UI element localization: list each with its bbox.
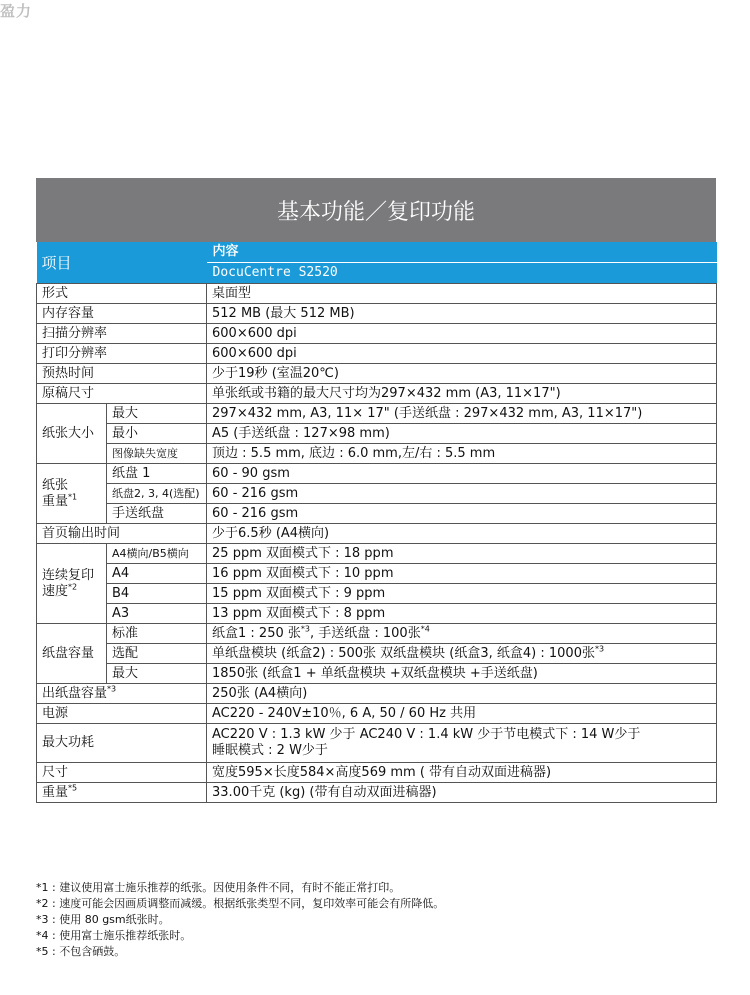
sub-label: A4 xyxy=(107,564,207,584)
table-row xyxy=(37,544,717,564)
table-header xyxy=(37,242,717,284)
row-value: 16 ppm 双面模式下 : 10 ppm xyxy=(207,564,717,584)
table-row xyxy=(37,664,717,684)
sub-label: B4 xyxy=(107,584,207,604)
sub-label: 图像缺失宽度 xyxy=(107,444,207,464)
row-value-line2: 睡眠模式 : 2 W少于 xyxy=(212,743,328,758)
spec-table xyxy=(36,242,717,803)
group-label-line2: 速度$^{*2}$ xyxy=(42,582,78,599)
footnote: *2 : 速度可能会因画质调整而减缓。根据纸张类型不同，复印效率可能会有所降低。 xyxy=(36,897,445,910)
row-label: 尺寸 xyxy=(37,763,207,783)
table-row xyxy=(37,304,717,324)
row-value: 15 ppm 双面模式下 : 9 ppm xyxy=(207,584,717,604)
header-item: 项目 xyxy=(37,242,207,284)
row-value: 少于6.5秒 (A4横向) xyxy=(207,524,717,544)
header-model: DocuCentre S2520 xyxy=(212,265,338,280)
table-row xyxy=(37,584,717,604)
row-label: 扫描分辨率 xyxy=(37,324,207,344)
sub-label: 最小 xyxy=(107,424,207,444)
sub-label: 纸盘2, 3, 4(选配) xyxy=(107,484,207,504)
group-label-line1: 连续复印 xyxy=(42,567,95,583)
table-row xyxy=(37,404,717,424)
sub-label: 手送纸盘 xyxy=(107,504,207,524)
row-value: 297×432 mm, A3, 11× 17" (手送纸盘 : 297×432 mm, A3, 11×17") xyxy=(207,404,717,424)
table-row xyxy=(37,644,717,664)
footnote: *5 : 不包含硒鼓。 xyxy=(36,945,126,958)
row-label: 重量$^{*5}$ xyxy=(37,783,207,803)
header-content: 内容 xyxy=(207,242,717,263)
footnote: *3 : 使用 80 gsm纸张时。 xyxy=(36,913,170,926)
group-label xyxy=(37,464,107,524)
row-value: 宽度595×长度584×高度569 mm ( 带有自动双面进稿器) xyxy=(207,763,717,783)
sub-label: A3 xyxy=(107,604,207,624)
table-row xyxy=(37,324,717,344)
group-label-line1: 纸张 xyxy=(42,477,69,493)
table-row xyxy=(37,564,717,584)
sub-label: 纸盘 1 xyxy=(107,464,207,484)
table-row xyxy=(37,384,717,404)
table-row xyxy=(37,284,717,304)
row-value: 250张 (A4横向) xyxy=(207,684,717,704)
watermark-logo: 盈力 xyxy=(0,2,33,20)
row-value: 60 - 216 gsm xyxy=(207,484,717,504)
row-value: 1850张 (纸盒1 + 单纸盘模块 +双纸盘模块 +手送纸盘) xyxy=(207,664,717,684)
row-label: 内存容量 xyxy=(37,304,207,324)
page-title: 基本功能／复印功能 xyxy=(36,178,716,242)
table-row xyxy=(37,424,717,444)
table-row xyxy=(37,344,717,364)
sub-label: 最大 xyxy=(107,664,207,684)
row-value: 60 - 216 gsm xyxy=(207,504,717,524)
row-value: 纸盒1 : 250 张$^{*3}$, 手送纸盘 : 100张$^{*4}$ xyxy=(207,624,717,644)
row-label: 预热时间 xyxy=(37,364,207,384)
row-value: 600×600 dpi xyxy=(207,344,717,364)
row-value: 单纸盘模块 (纸盒2) : 500张 双纸盘模块 (纸盒3, 纸盒4) : 1000张$^{*3}$ xyxy=(207,644,717,664)
sub-label: A4横向/B5横向 xyxy=(107,544,207,564)
row-value: 单张纸或书籍的最大尺寸均为297×432 mm (A3, 11×17") xyxy=(207,384,717,404)
group-label-line2: 重量$^{*1}$ xyxy=(42,492,78,509)
row-label: 首页输出时间 xyxy=(37,524,207,544)
table-row xyxy=(37,364,717,384)
footnotes xyxy=(36,880,444,960)
row-value: 桌面型 xyxy=(207,284,717,304)
footnote: *4 : 使用富士施乐推荐纸张时。 xyxy=(36,929,192,942)
table-row xyxy=(37,704,717,724)
table-row xyxy=(37,724,717,763)
table-row xyxy=(37,624,717,644)
table-row xyxy=(37,484,717,504)
row-value: 少于19秒 (室温20℃) xyxy=(207,364,717,384)
sub-label: 最大 xyxy=(107,404,207,424)
table-row xyxy=(37,783,717,803)
row-value-line1: AC220 V : 1.3 kW 少于 AC240 V : 1.4 kW 少于节电模式下 : 14 W少于 xyxy=(212,727,641,742)
row-value: 600×600 dpi xyxy=(207,324,717,344)
row-value: 13 ppm 双面模式下 : 8 ppm xyxy=(207,604,717,624)
row-value: 60 - 90 gsm xyxy=(207,464,717,484)
sub-label: 标准 xyxy=(107,624,207,644)
row-value: 25 ppm 双面模式下 : 18 ppm xyxy=(207,544,717,564)
footnote: *1 : 建议使用富士施乐推荐的纸张。因使用条件不同，有时不能正常打印。 xyxy=(36,881,401,894)
row-label: 电源 xyxy=(37,704,207,724)
row-label: 最大功耗 xyxy=(37,724,207,763)
row-label: 原稿尺寸 xyxy=(37,384,207,404)
group-label: 纸张大小 xyxy=(37,404,107,464)
row-label: 打印分辨率 xyxy=(37,344,207,364)
group-label: 纸盘容量 xyxy=(37,624,107,684)
header-content-cell xyxy=(207,242,717,284)
sub-label: 选配 xyxy=(107,644,207,664)
group-label xyxy=(37,544,107,624)
row-value: 33.00千克 (kg) (带有自动双面进稿器) xyxy=(207,783,717,803)
row-value xyxy=(207,724,717,763)
row-value: 顶边 : 5.5 mm, 底边 : 6.0 mm,左/右 : 5.5 mm xyxy=(207,444,717,464)
table-row xyxy=(37,604,717,624)
table-row xyxy=(37,464,717,484)
table-row xyxy=(37,763,717,783)
row-value: AC220 - 240V±10％, 6 A, 50 / 60 Hz 共用 xyxy=(207,704,717,724)
table-row xyxy=(37,524,717,544)
row-label: 形式 xyxy=(37,284,207,304)
row-label: 出纸盘容量$^{*3}$ xyxy=(37,684,207,704)
row-value: A5 (手送纸盘 : 127×98 mm) xyxy=(207,424,717,444)
table-row xyxy=(37,444,717,464)
table-row xyxy=(37,684,717,704)
row-value: 512 MB (最大 512 MB) xyxy=(207,304,717,324)
table-row xyxy=(37,504,717,524)
